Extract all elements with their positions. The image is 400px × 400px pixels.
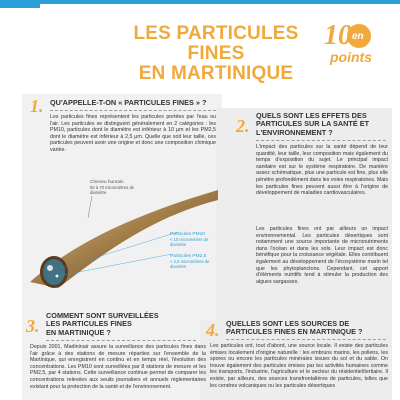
pm10-label-sub: < 10 micromètres de diamètre xyxy=(170,237,209,247)
section-4-divider xyxy=(226,339,386,340)
section-2-body-1: L'impact des particules sur la santé dépend de leur quantité, leur taille, leur composition mais également du temps d'exposition du sujet. Le principal impact sanitaire est sur le système respiratoire. De manière assez schématique, plus une particule est fine, plus elle pénètre profondément dans les voies respiratoires. Mais les particules fines peuvent aussi être à l'origine de développement de maladies cardiovasculaires. xyxy=(256,144,388,197)
section-2-body-2: Les particules fines ont par ailleurs un impact environnemental. Les particules désertiques sont notamment une source importante de micronutriments dans l'océan et dans les sols. Leur impact est donc bénéfique pour la croissance végétale. Elles contribuent également au développement de l'écosystème marin tel que les phytoplanctons. Cependant, cet apport d'éléments nutritifs tend à stimuler la production des algues sargasses. xyxy=(256,226,388,285)
section-4-body: Les particules ont, tout d'abord, une source locale. Il existe des particules émises localement d'origine naturelle : les embruns marins, les pollens, les spores ou encore les particules minérales issues du sol et du sable. On trouve également des particules émises par les activités humaines comme les transports, l'industrie, l'agriculture et le secteur du résidentiel/tertiaire. Il existe, par ailleurs, des sources transfrontalières de particules, telles que les cendres volcaniques ou les particules désertiques xyxy=(210,343,388,389)
section-4-number: 4. xyxy=(206,320,220,340)
section-1-number: 1. xyxy=(30,96,44,116)
pm10-dot xyxy=(47,265,53,271)
ten-points-badge xyxy=(322,14,380,72)
section-1-heading: QU'APPELLE-T-ON « PARTICULES FINES » ? xyxy=(50,98,207,107)
badge-graphic xyxy=(322,14,380,72)
hair-label xyxy=(90,180,150,195)
hair-label-line xyxy=(88,196,92,218)
hair-label-title: Cheveu humain xyxy=(90,180,124,185)
section-3-heading-line-3: EN MARTINIQUE ? xyxy=(46,327,111,337)
pm25-label xyxy=(170,254,222,269)
pm10-label-title: Particules PM10 xyxy=(170,232,205,237)
section-1-divider xyxy=(50,110,216,111)
pm25-label-title: Particules PM2,5 xyxy=(170,254,207,259)
section-2-divider xyxy=(256,140,386,141)
top-accent-bar xyxy=(0,0,400,4)
pm25-label-sub: < 2,5 micromètres de diamètre xyxy=(170,259,210,269)
section-3-number: 3. xyxy=(26,316,40,336)
top-accent-tab xyxy=(0,0,40,8)
section-3-heading-line-2: LES PARTICULES FINES xyxy=(46,319,132,329)
section-2-heading-line-3: L'ENVIRONNEMENT ? xyxy=(256,127,333,137)
section-1-body: Les particules fines représentent les particules portées par l'eau ou l'air. Les particules se distinguent généralement en 2 catégories : les PM10, particules dont le diamètre est inférieur à 10 µm et les PM2,5 dont le diamètre est inférieur à 2,5 µm. Quelle que soit leur taille, ces particules peuvent avoir une origine et donc une composition chimique variée. xyxy=(50,114,216,153)
section-2-heading-line-2: PARTICULES SUR LA SANTÉ ET xyxy=(256,119,370,129)
section-2-heading-line-1: QUELS SONT LES EFFETS DES xyxy=(256,111,367,120)
section-3-divider xyxy=(46,340,196,341)
badge-number: 10 xyxy=(324,20,352,51)
section-3-heading xyxy=(46,312,196,337)
section-4-heading-line-2: PARTICULES FINES EN MARTINIQUE ? xyxy=(226,327,363,337)
particles-cross-section xyxy=(43,259,65,285)
section-2-number: 2. xyxy=(236,116,250,136)
badge-word-en: en xyxy=(352,31,364,42)
title-line-2: EN MARTINIQUE xyxy=(138,63,294,84)
badge-word-points: points xyxy=(330,49,372,65)
section-3-body: Depuis 2001, Madininair assure la surveillance des particules fines dans l'air grâce à des stations de mesure réparties sur l'ensemble de la Martinique, qui enregistrent en continu et en temps réel, l'évolution des concentrations. Les PM10 sont surveillées par 8 stations de mesure et les PM2,5, par 4 stations. Cette surveillance continue permet de comparer les concentrations relevées aux seuils journaliers et annuels réglementaires existant pour la protection de la santé et de l'environnement. xyxy=(30,344,206,390)
section-4-heading-line-1: QUELLES SONT LES SOURCES DE xyxy=(226,319,350,328)
section-2-heading xyxy=(256,112,390,137)
hair-label-sub: 50 à 70 micromètres de diamètre xyxy=(90,185,134,195)
title-line-1: LES PARTICULES FINES xyxy=(133,23,299,64)
section-3-heading-line-1: COMMENT SONT SURVEILLÉES xyxy=(46,311,159,320)
pm10-label xyxy=(170,232,222,247)
page-title xyxy=(116,24,316,84)
section-4-heading xyxy=(226,320,390,337)
